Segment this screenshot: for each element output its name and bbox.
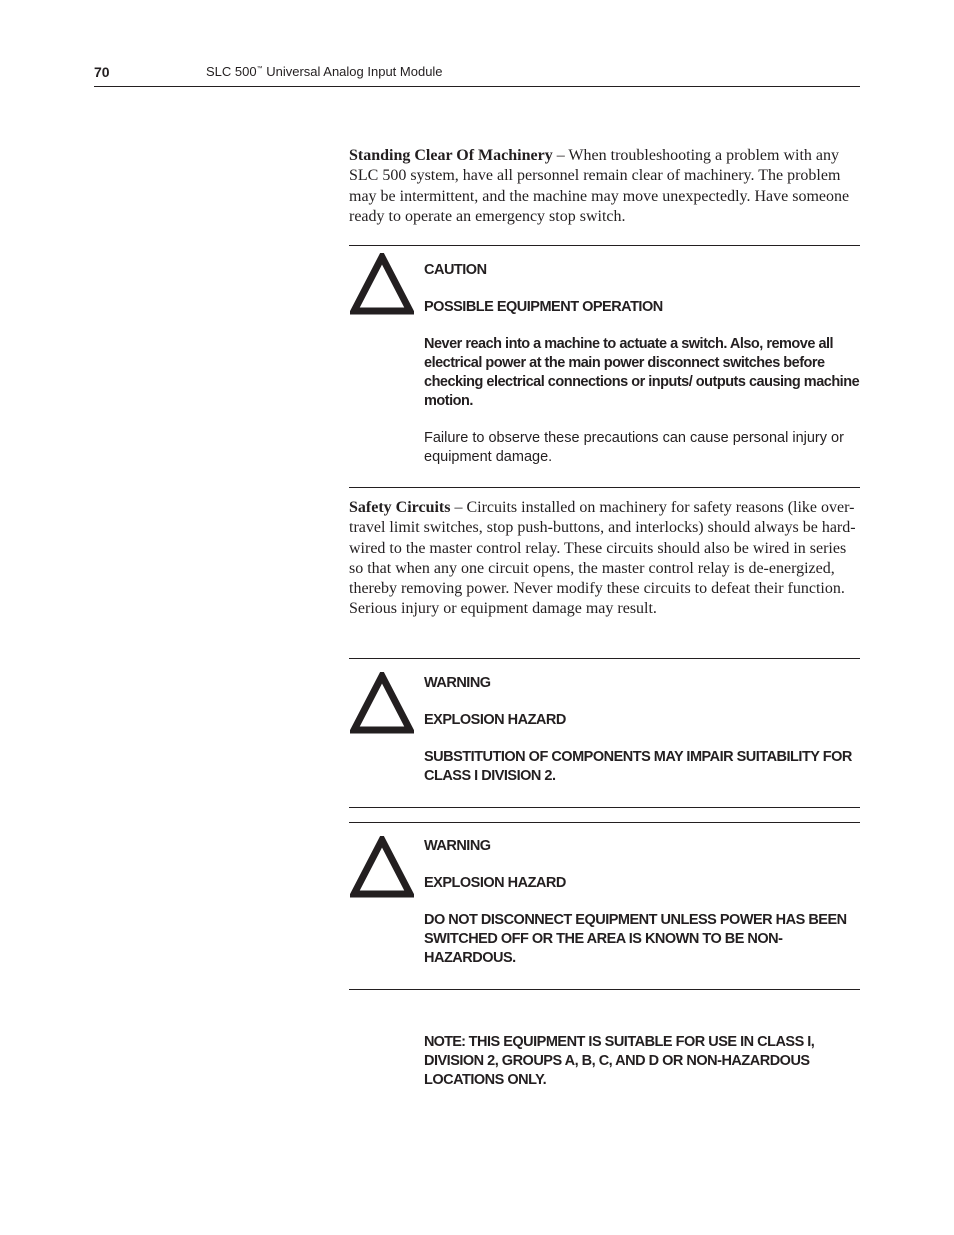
standing-clear-paragraph [349,146,861,227]
warning1-bottom-rule [349,807,860,808]
safety-circuits-paragraph [349,498,861,620]
caution-notice [424,261,860,467]
warning-triangle-icon [350,672,414,734]
caution-top-rule [349,245,860,246]
caution-heading: POSSIBLE EQUIPMENT OPERATION [424,299,663,315]
warning2-label: WARNING [424,838,491,854]
caution-consequence: Failure to observe these precautions can cause personal injury or equipment damage. [424,430,844,465]
standing-clear-text: – When troubleshooting a problem with any SLC 500 system, have all personnel remain clear of machinery. The problem may be intermittent, and the machine may move unexpectedly. Have someone ready to operate an emergency stop switch. [349,147,850,225]
warning1-body: SUBSTITUTION OF COMPONENTS MAY IMPAIR SUITABILITY FOR CLASS I DIVISION 2. [424,749,852,784]
warning2-notice [424,837,860,986]
caution-label: CAUTION [424,262,487,278]
page-header [94,62,860,87]
warning-triangle-icon [350,253,414,315]
note-label: NOTE: [424,1034,466,1050]
warning2-bottom-rule [349,989,860,990]
warning1-heading: EXPLOSION HAZARD [424,712,566,728]
trademark-symbol: ™ [256,66,263,72]
caution-bottom-rule [349,487,860,488]
note-paragraph [424,1033,844,1090]
warning1-notice [424,674,860,804]
document-title [206,64,443,79]
page-number: 70 [94,64,110,80]
document-title-rest: Universal Analog Input Module [262,64,443,79]
warning1-label: WARNING [424,675,491,691]
warning-triangle-icon [350,836,414,898]
warning2-body: DO NOT DISCONNECT EQUIPMENT UNLESS POWER HAS BEEN SWITCHED OFF OR THE AREA IS KNOWN TO BE NON-HAZARDOUS. [424,912,847,966]
safety-circuits-heading: Safety Circuits [349,499,451,516]
note-text: THIS EQUIPMENT IS SUITABLE FOR USE IN CLASS I, DIVISION 2, GROUPS A, B, C, AND D OR NON-HAZARDOUS LOCATIONS ONLY. [424,1034,815,1088]
caution-body: Never reach into a machine to actuate a switch. Also, remove all electrical power at the main power disconnect switches before checking electrical connections or inputs/ outputs causing machine motion. [424,336,860,409]
warning2-top-rule [349,822,860,823]
note-block [424,1033,844,1108]
standing-clear-heading: Standing Clear Of Machinery [349,147,553,164]
document-title-main: SLC 500 [206,64,257,79]
warning1-top-rule [349,658,860,659]
warning2-heading: EXPLOSION HAZARD [424,875,566,891]
safety-circuits-text: – Circuits installed on machinery for safety reasons (like over-travel limit switches, stop push-buttons, and interlocks) should always be hard-wired to the master control relay. These circuits should also be wired in series so that when any one circuit opens, the master control relay is de-energized, thereby removing power. Never modify these circuits to defeat their function. Serious injury or equipment damage may result. [349,499,856,618]
